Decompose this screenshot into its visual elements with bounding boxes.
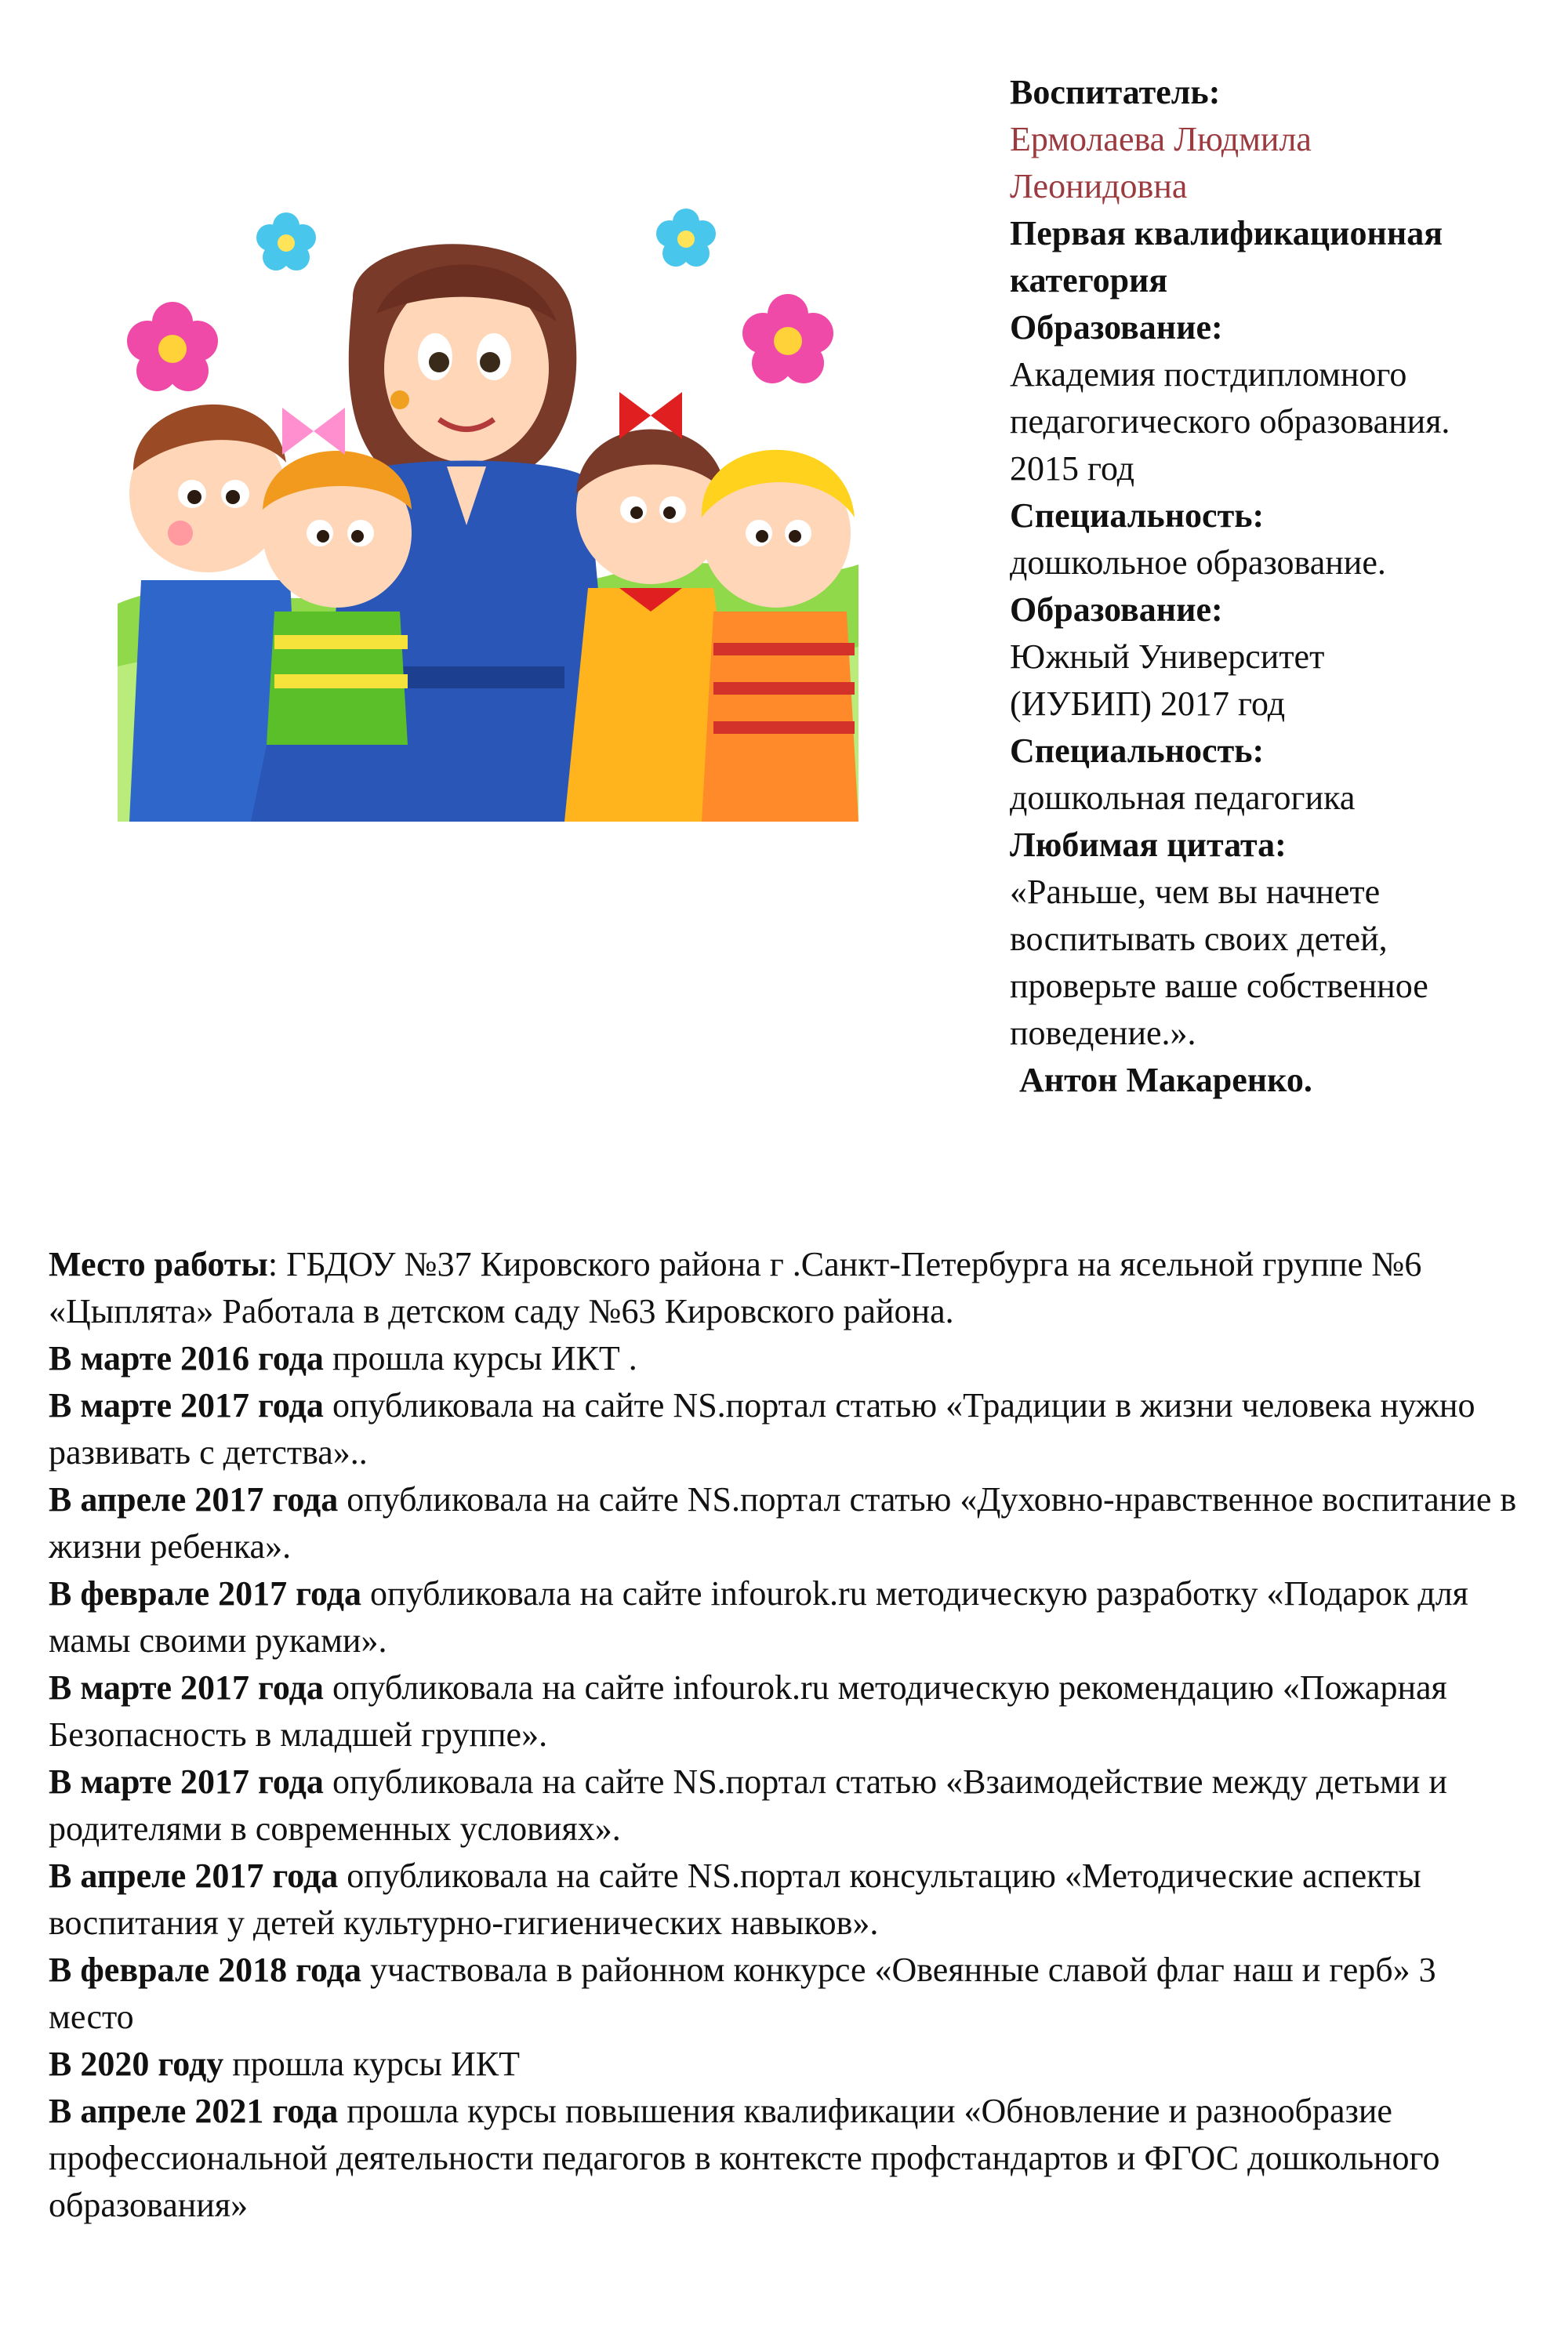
teacher-name-line1: Ермолаева Людмила <box>1010 120 1312 158</box>
career-entry <box>49 1853 1523 1947</box>
entry-date: В феврале 2018 года <box>49 1951 362 1989</box>
teacher-with-children-illustration <box>118 196 858 822</box>
workplace-paragraph <box>49 1241 1523 1335</box>
category-line2: категория <box>1010 261 1168 299</box>
entry-text: прошла курсы повышения квалификации «Обновление и разнообразие профессиональной деятельности педагогов в контексте профстандартов и ФГОС дошкольного образования» <box>49 2092 1440 2224</box>
pink-flower-icon <box>127 302 218 391</box>
career-history <box>49 1241 1523 2229</box>
workplace-text: : ГБДОУ №37 Кировского района г .Санкт-Петербурга на ясельной группе №6 «Цыплята» Работала в детском саду №63 Кировского района. <box>49 1245 1422 1330</box>
career-entry <box>49 2088 1523 2229</box>
entry-date: В марте 2017 года <box>49 1386 324 1425</box>
education2-line: (ИУБИП) 2017 год <box>1010 684 1286 723</box>
quote-line: «Раньше, чем вы начнете <box>1010 873 1381 911</box>
role-label: Воспитатель: <box>1010 73 1221 111</box>
teacher-profile <box>1010 69 1551 1104</box>
education1-line: Академия постдипломного <box>1010 355 1407 394</box>
entry-text: опубликовала на сайте infourok.ru методическую рекомендацию «Пожарная Безопасность в младшей группе». <box>49 1668 1447 1754</box>
entry-date: В марте 2016 года <box>49 1339 324 1377</box>
blue-flower-icon <box>656 209 716 267</box>
quote-line: поведение.». <box>1010 1014 1196 1052</box>
entry-text: опубликовала на сайте NS.портал консультацию «Методические аспекты воспитания у детей культурно-гигиенических навыков». <box>49 1857 1421 1942</box>
entry-text: опубликовала на сайте NS.портал статью «Традиции в жизни человека нужно развивать с детства».. <box>49 1386 1475 1472</box>
education2-line: Южный Университет <box>1010 637 1325 676</box>
education1-label: Образование: <box>1010 308 1223 347</box>
career-entry <box>49 1570 1523 1664</box>
education1-line: педагогического образования. <box>1010 402 1450 441</box>
specialty1-value: дошкольное образование. <box>1010 543 1386 582</box>
career-entry <box>49 1382 1523 1476</box>
career-entry <box>49 1947 1523 2041</box>
entry-text: прошла курсы ИКТ . <box>323 1339 637 1377</box>
education1-line: 2015 год <box>1010 449 1135 488</box>
entry-date: В феврале 2017 года <box>49 1574 362 1613</box>
quote-line: воспитывать своих детей, <box>1010 920 1388 958</box>
quote-line: проверьте ваше собственное <box>1010 967 1428 1005</box>
entry-date: В апреле 2017 года <box>49 1857 339 1895</box>
entry-text: опубликовала на сайте NS.портал статью «Взаимодействие между детьми и родителями в современных условиях». <box>49 1762 1447 1848</box>
entry-date: В марте 2017 года <box>49 1668 324 1707</box>
blue-flower-icon <box>256 212 316 270</box>
career-entry <box>49 1476 1523 1570</box>
specialty1-label: Специальность: <box>1010 496 1265 535</box>
entry-date: В апреле 2021 года <box>49 2092 339 2130</box>
quote-author: Антон Макаренко. <box>1019 1061 1312 1099</box>
workplace-label: Место работы <box>49 1245 268 1283</box>
entry-text: прошла курсы ИКТ <box>223 2045 520 2083</box>
entry-date: В марте 2017 года <box>49 1762 324 1801</box>
boy-right-figure <box>702 450 858 822</box>
career-entry <box>49 1759 1523 1853</box>
career-entry <box>49 1335 1523 1382</box>
entry-text: опубликовала на сайте NS.портал статью «Духовно-нравственное воспитание в жизни ребенка». <box>49 1480 1517 1566</box>
category-line1: Первая квалификационная <box>1010 214 1443 252</box>
entry-text: опубликовала на сайте infourok.ru методическую разработку «Подарок для мамы своими руками». <box>49 1574 1468 1660</box>
entry-date: В 2020 году <box>49 2045 224 2083</box>
education2-label: Образование: <box>1010 590 1223 629</box>
specialty2-value: дошкольная педагогика <box>1010 779 1356 817</box>
pink-flower-icon <box>742 294 833 383</box>
career-entry <box>49 1664 1523 1759</box>
teacher-name-line2: Леонидовна <box>1010 167 1188 205</box>
entry-text: участвовала в районном конкурсе «Овеянные славой флаг наш и герб» 3 место <box>49 1951 1436 2036</box>
entry-date: В апреле 2017 года <box>49 1480 339 1519</box>
quote-label: Любимая цитата: <box>1010 826 1287 864</box>
career-entry <box>49 2041 1523 2088</box>
specialty2-label: Специальность: <box>1010 731 1265 770</box>
